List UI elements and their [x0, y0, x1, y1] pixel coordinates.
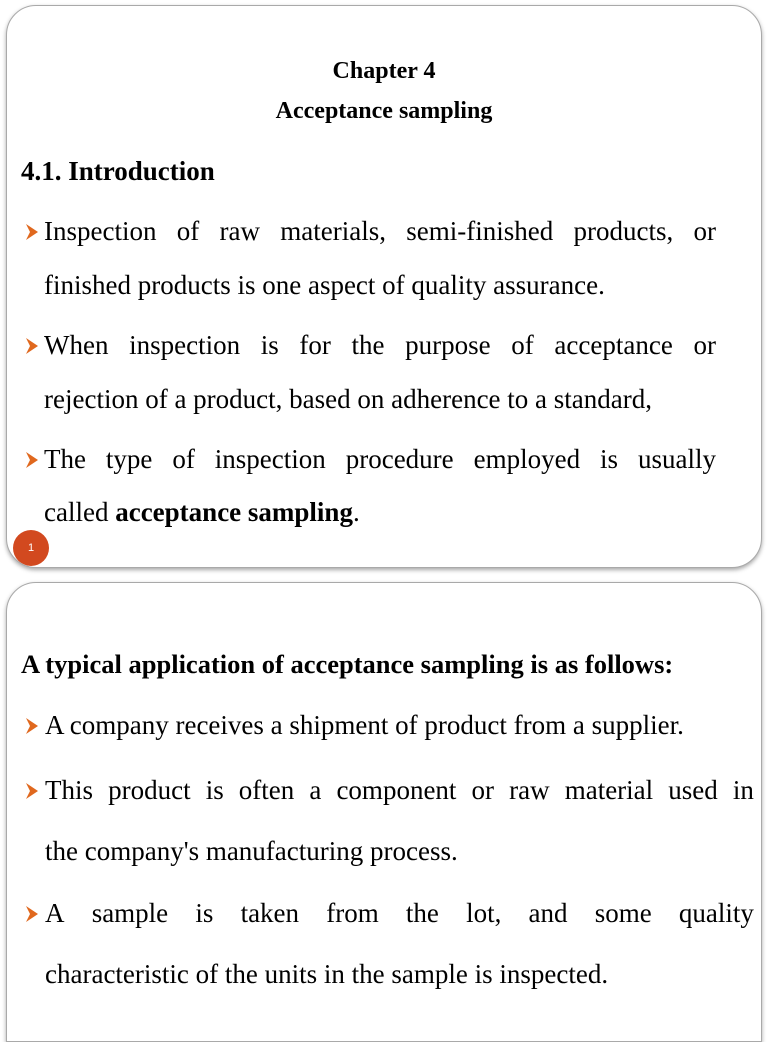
word: lot, [466, 898, 502, 928]
word: sample [91, 898, 169, 928]
slide-2-bullet-2-line-2: the company's manufacturing process. [45, 836, 458, 866]
slide-2-bullet-2-line-1 [45, 775, 754, 806]
page-number-badge: 1 [13, 530, 49, 566]
arrow-bullet-icon [25, 904, 39, 924]
word: or [693, 330, 716, 360]
word: purpose [405, 330, 491, 360]
word: is [260, 330, 279, 360]
word: materials, [280, 216, 386, 246]
word: often [238, 775, 295, 805]
word: type [105, 444, 153, 474]
word: in [732, 775, 754, 805]
word: raw [219, 216, 260, 246]
word: used [668, 775, 718, 805]
word: component [336, 775, 457, 805]
word: of [511, 330, 534, 360]
bullet-2-line-2: rejection of a product, based on adherence to a standard, [44, 384, 652, 414]
arrow-bullet-icon [25, 222, 39, 242]
chapter-title: Acceptance sampling [275, 98, 493, 124]
word: procedure [345, 444, 454, 474]
word: a [309, 775, 322, 805]
word: usually [637, 444, 716, 474]
arrow-bullet-icon [25, 716, 39, 736]
slide-2-bullet-3-line-2: characteristic of the units in the sample is inspected. [45, 959, 609, 989]
word: inspection [214, 444, 326, 474]
word: is [205, 775, 224, 805]
arrow-bullet-icon [25, 450, 39, 470]
word: Inspection [44, 216, 157, 246]
word: of [172, 444, 195, 474]
word: quality [678, 898, 754, 928]
bullet-3-prefix: called [44, 497, 116, 527]
bullet-3-line-1 [44, 444, 716, 475]
slide-2-bullet-3-line-1 [45, 898, 754, 929]
bullet-1-line-2: finished products is one aspect of quality assurance. [44, 270, 605, 300]
word: and [528, 898, 568, 928]
word: semi-finished [406, 216, 554, 246]
word: taken [240, 898, 300, 928]
word: products, [573, 216, 674, 246]
section-heading: 4.1. Introduction [21, 156, 215, 186]
arrow-bullet-icon [25, 336, 39, 356]
word: from [326, 898, 379, 928]
slide-1 [6, 5, 762, 568]
word: the [351, 330, 385, 360]
bullet-3-bold-term: acceptance sampling [115, 497, 353, 527]
bullet-3-line-2 [44, 497, 360, 528]
word: material [564, 775, 654, 805]
word: or [693, 216, 716, 246]
word: is [195, 898, 214, 928]
chapter-label: Chapter 4 [332, 58, 436, 84]
bullet-1-line-1 [44, 216, 716, 247]
word: raw [509, 775, 550, 805]
word: This [45, 775, 94, 805]
word: acceptance [554, 330, 673, 360]
word: inspection [129, 330, 241, 360]
bullet-2-line-1 [44, 330, 716, 361]
word: of [176, 216, 200, 246]
word: A [45, 898, 65, 928]
word: is [600, 444, 619, 474]
word: for [299, 330, 331, 360]
slide-2-bullet-1-line-1: A company receives a shipment of product from a supplier. [45, 710, 684, 740]
word: product [108, 775, 191, 805]
bullet-3-suffix: . [352, 497, 360, 527]
word: some [594, 898, 652, 928]
arrow-bullet-icon [25, 781, 39, 801]
word: The [44, 444, 86, 474]
word: employed [473, 444, 581, 474]
slide-2 [6, 582, 762, 1042]
slide-2-heading: A typical application of acceptance sampling is as follows: [21, 649, 674, 679]
word: When [44, 330, 109, 360]
word: the [405, 898, 439, 928]
word: or [471, 775, 495, 805]
